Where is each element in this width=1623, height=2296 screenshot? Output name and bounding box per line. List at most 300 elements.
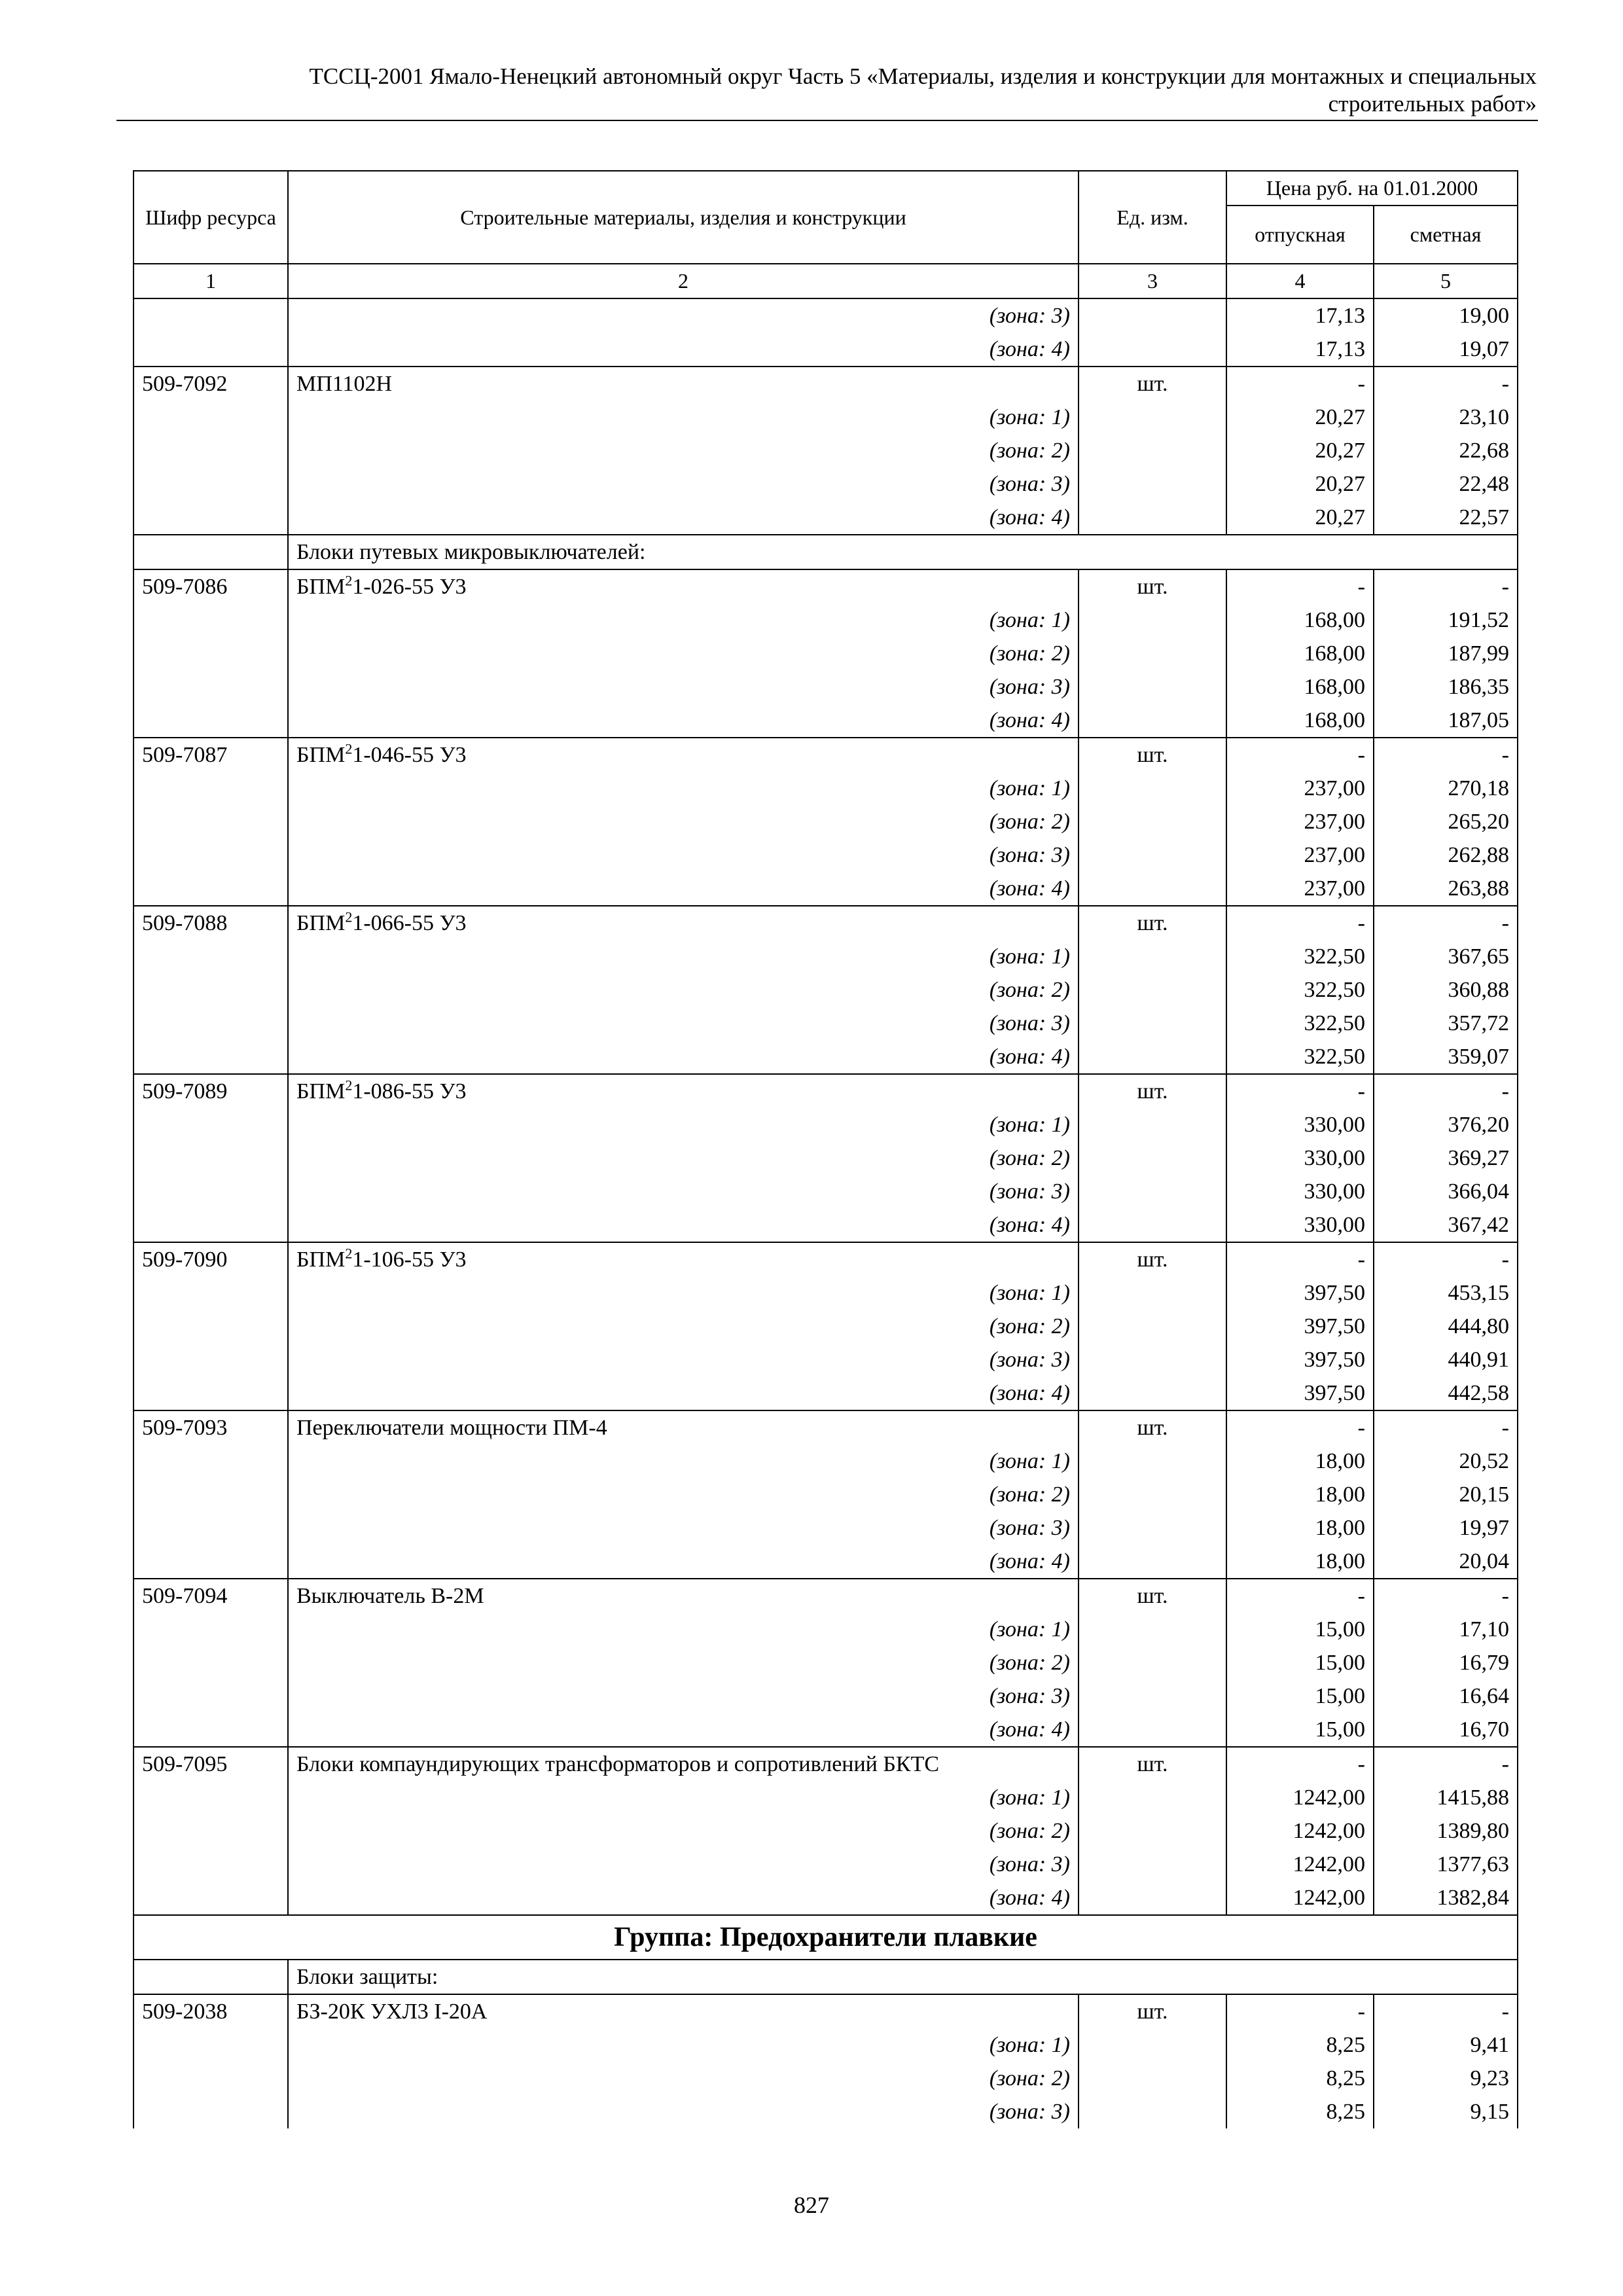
resource-name: МП1102Н [288, 367, 1079, 401]
unit-cell-empty [1079, 1881, 1226, 1915]
resource-item-row [134, 569, 1518, 603]
group-heading: Группа: Предохранители плавкие [134, 1915, 1518, 1960]
zone-price-row [134, 1040, 1518, 1074]
column-number-5: 5 [1374, 264, 1518, 298]
release-price: - [1226, 367, 1374, 401]
header-divider [116, 120, 1538, 121]
unit-cell-empty [1079, 1478, 1226, 1511]
code-cell-empty [134, 1613, 288, 1646]
zone-label: (зона: 4) [288, 1040, 1079, 1074]
zone-price-row [134, 1376, 1518, 1410]
estimate-price: - [1374, 367, 1518, 401]
release-price: - [1226, 738, 1374, 772]
page-number: 827 [794, 2192, 829, 2218]
zone-label: (зона: 3) [288, 1511, 1079, 1545]
estimate-price: 16,79 [1374, 1646, 1518, 1679]
estimate-price: 367,65 [1374, 940, 1518, 973]
zone-label: (зона: 2) [288, 1478, 1079, 1511]
code-cell-empty [134, 1848, 288, 1881]
unit-cell-empty [1079, 1713, 1226, 1747]
zone-price-row [134, 637, 1518, 670]
resource-name [288, 1242, 1079, 1276]
unit-cell-empty [1079, 1376, 1226, 1410]
zone-label: (зона: 1) [288, 1781, 1079, 1814]
zone-price-row [134, 805, 1518, 838]
resource-item-row [134, 367, 1518, 401]
resource-name: Выключатель В-2М [288, 1579, 1079, 1613]
zone-price-row [134, 332, 1518, 367]
release-price: 237,00 [1226, 805, 1374, 838]
unit-cell-empty [1079, 805, 1226, 838]
zone-label: (зона: 3) [288, 838, 1079, 872]
release-price: 237,00 [1226, 838, 1374, 872]
resource-item-row [134, 1410, 1518, 1444]
code-cell-empty [134, 1646, 288, 1679]
code-cell-empty [134, 1040, 288, 1074]
release-price: 15,00 [1226, 1613, 1374, 1646]
release-price: 322,50 [1226, 1007, 1374, 1040]
estimate-price: 20,15 [1374, 1478, 1518, 1511]
code-cell-empty [134, 1960, 288, 1994]
estimate-price: 191,52 [1374, 603, 1518, 637]
unit-of-measure: шт. [1079, 1579, 1226, 1613]
code-cell-empty [134, 501, 288, 535]
unit-cell-empty [1079, 434, 1226, 467]
release-price: 168,00 [1226, 670, 1374, 704]
estimate-price: 22,68 [1374, 434, 1518, 467]
code-cell-empty [134, 940, 288, 973]
release-price: 330,00 [1226, 1208, 1374, 1242]
release-price: 397,50 [1226, 1276, 1374, 1310]
code-cell-empty [134, 2062, 288, 2095]
zone-label: (зона: 3) [288, 298, 1079, 332]
release-price: 397,50 [1226, 1343, 1374, 1376]
release-price: 322,50 [1226, 973, 1374, 1007]
release-price: 1242,00 [1226, 1781, 1374, 1814]
zone-label: (зона: 4) [288, 1881, 1079, 1915]
estimate-price: 20,04 [1374, 1545, 1518, 1579]
code-cell-empty [134, 1478, 288, 1511]
release-price: 330,00 [1226, 1175, 1374, 1208]
release-price: 330,00 [1226, 1108, 1374, 1141]
estimate-price: 19,00 [1374, 298, 1518, 332]
code-cell-empty [134, 1713, 288, 1747]
unit-cell-empty [1079, 1040, 1226, 1074]
unit-cell-empty [1079, 872, 1226, 906]
estimate-price: - [1374, 1242, 1518, 1276]
zone-price-row [134, 1208, 1518, 1242]
zone-price-row [134, 772, 1518, 805]
resource-item-row [134, 1074, 1518, 1108]
release-price: 15,00 [1226, 1679, 1374, 1713]
estimate-price: - [1374, 1994, 1518, 2028]
unit-cell-empty [1079, 501, 1226, 535]
resource-name-suffix: 1-026-55 У3 [352, 575, 467, 599]
estimate-price: - [1374, 906, 1518, 940]
column-number-4: 4 [1226, 264, 1374, 298]
estimate-price: 367,42 [1374, 1208, 1518, 1242]
resource-code: 509-2038 [134, 1994, 288, 2028]
resource-name [288, 906, 1079, 940]
estimate-price: - [1374, 1747, 1518, 1781]
resource-code: 509-7090 [134, 1242, 288, 1276]
resource-name-superscript: 2 [345, 572, 353, 589]
resource-code: 509-7093 [134, 1410, 288, 1444]
unit-cell-empty [1079, 298, 1226, 332]
code-cell-empty [134, 1208, 288, 1242]
resource-item-row [134, 738, 1518, 772]
unit-cell-empty [1079, 1679, 1226, 1713]
resource-name: БЗ-20К УХЛ3 I-20А [288, 1994, 1079, 2028]
zone-price-row [134, 501, 1518, 535]
release-price: 8,25 [1226, 2028, 1374, 2062]
resource-name-superscript: 2 [345, 1077, 353, 1094]
zone-label: (зона: 2) [288, 434, 1079, 467]
estimate-price: 9,41 [1374, 2028, 1518, 2062]
estimate-price: 440,91 [1374, 1343, 1518, 1376]
resource-item-row [134, 1747, 1518, 1781]
unit-cell-empty [1079, 2095, 1226, 2128]
zone-label: (зона: 1) [288, 2028, 1079, 2062]
estimate-price: 442,58 [1374, 1376, 1518, 1410]
code-cell-empty [134, 298, 288, 332]
release-price: - [1226, 1994, 1374, 2028]
column-header-name: Строительные материалы, изделия и конструкции [288, 171, 1079, 264]
resource-name-prefix: БПМ [296, 575, 346, 599]
estimate-price: 22,57 [1374, 501, 1518, 535]
code-cell-empty [134, 1108, 288, 1141]
unit-cell-empty [1079, 2028, 1226, 2062]
release-price: - [1226, 1579, 1374, 1613]
estimate-price: 376,20 [1374, 1108, 1518, 1141]
zone-label: (зона: 4) [288, 1545, 1079, 1579]
zone-label: (зона: 3) [288, 1679, 1079, 1713]
unit-cell-empty [1079, 332, 1226, 367]
zone-label: (зона: 2) [288, 1141, 1079, 1175]
release-price: 20,27 [1226, 401, 1374, 434]
resource-code: 509-7095 [134, 1747, 288, 1781]
zone-label: (зона: 2) [288, 1310, 1079, 1343]
column-header-code: Шифр ресурса [134, 171, 288, 264]
running-header-line-1: ТССЦ-2001 Ямало-Ненецкий автономный округ Часть 5 «Материалы, изделия и конструкции для монтажных и специальных [309, 63, 1537, 89]
release-price: 322,50 [1226, 940, 1374, 973]
release-price: 15,00 [1226, 1646, 1374, 1679]
zone-label: (зона: 2) [288, 637, 1079, 670]
release-price: - [1226, 1410, 1374, 1444]
release-price: - [1226, 1074, 1374, 1108]
estimate-price: 1389,80 [1374, 1814, 1518, 1848]
zone-price-row [134, 603, 1518, 637]
unit-cell-empty [1079, 1208, 1226, 1242]
code-cell-empty [134, 805, 288, 838]
estimate-price: 16,70 [1374, 1713, 1518, 1747]
estimate-price: - [1374, 1579, 1518, 1613]
zone-label: (зона: 4) [288, 872, 1079, 906]
zone-price-row [134, 1781, 1518, 1814]
code-cell-empty [134, 838, 288, 872]
code-cell-empty [134, 637, 288, 670]
estimate-price: 444,80 [1374, 1310, 1518, 1343]
estimate-price: 187,99 [1374, 637, 1518, 670]
zone-price-row [134, 1545, 1518, 1579]
release-price: 322,50 [1226, 1040, 1374, 1074]
unit-of-measure: шт. [1079, 1410, 1226, 1444]
release-price: 397,50 [1226, 1376, 1374, 1410]
resource-name [288, 738, 1079, 772]
zone-price-row [134, 704, 1518, 738]
unit-of-measure: шт. [1079, 1994, 1226, 2028]
zone-label: (зона: 4) [288, 1713, 1079, 1747]
estimate-price: - [1374, 1410, 1518, 1444]
code-cell-empty [134, 1141, 288, 1175]
release-price: 168,00 [1226, 704, 1374, 738]
zone-price-row [134, 434, 1518, 467]
unit-cell-empty [1079, 2062, 1226, 2095]
zone-label: (зона: 4) [288, 1208, 1079, 1242]
unit-cell-empty [1079, 1108, 1226, 1141]
code-cell-empty [134, 535, 288, 569]
unit-of-measure: шт. [1079, 367, 1226, 401]
zone-label: (зона: 4) [288, 1376, 1079, 1410]
estimate-price: 360,88 [1374, 973, 1518, 1007]
unit-cell-empty [1079, 1646, 1226, 1679]
subsection-heading-row [134, 1960, 1518, 1994]
code-cell-empty [134, 467, 288, 501]
resource-code: 509-7087 [134, 738, 288, 772]
estimate-price: 359,07 [1374, 1040, 1518, 1074]
zone-label: (зона: 1) [288, 1444, 1079, 1478]
code-cell-empty [134, 1310, 288, 1343]
zone-price-row [134, 401, 1518, 434]
unit-cell-empty [1079, 1310, 1226, 1343]
zone-label: (зона: 1) [288, 603, 1079, 637]
group-heading-row [134, 1915, 1518, 1960]
unit-cell-empty [1079, 1444, 1226, 1478]
estimate-price: 366,04 [1374, 1175, 1518, 1208]
release-price: 397,50 [1226, 1310, 1374, 1343]
resource-code: 509-7092 [134, 367, 288, 401]
column-header-release-price: отпускная [1226, 206, 1374, 264]
code-cell-empty [134, 1814, 288, 1848]
code-cell-empty [134, 1376, 288, 1410]
unit-of-measure: шт. [1079, 738, 1226, 772]
zone-label: (зона: 2) [288, 1646, 1079, 1679]
code-cell-empty [134, 1343, 288, 1376]
resource-name-suffix: 1-106-55 У3 [352, 1247, 467, 1272]
zone-price-row [134, 1478, 1518, 1511]
unit-cell-empty [1079, 1545, 1226, 1579]
zone-label: (зона: 1) [288, 401, 1079, 434]
unit-cell-empty [1079, 401, 1226, 434]
zone-label: (зона: 2) [288, 1814, 1079, 1848]
zone-price-row [134, 1814, 1518, 1848]
estimate-price: 23,10 [1374, 401, 1518, 434]
unit-of-measure: шт. [1079, 1747, 1226, 1781]
resource-code: 509-7089 [134, 1074, 288, 1108]
release-price: 18,00 [1226, 1545, 1374, 1579]
zone-price-row [134, 973, 1518, 1007]
zone-label: (зона: 1) [288, 1613, 1079, 1646]
zone-price-row [134, 1613, 1518, 1646]
zone-label: (зона: 2) [288, 973, 1079, 1007]
code-cell-empty [134, 332, 288, 367]
unit-cell-empty [1079, 1343, 1226, 1376]
price-table-body [134, 298, 1518, 2128]
release-price: 168,00 [1226, 637, 1374, 670]
release-price: 1242,00 [1226, 1881, 1374, 1915]
running-header-line-2: строительных работ» [1328, 91, 1537, 117]
estimate-price: 270,18 [1374, 772, 1518, 805]
zone-price-row [134, 298, 1518, 332]
resource-item-row [134, 1994, 1518, 2028]
code-cell-empty [134, 772, 288, 805]
release-price: 8,25 [1226, 2095, 1374, 2128]
zone-price-row [134, 1108, 1518, 1141]
resource-name: Блоки компаундирующих трансформаторов и сопротивлений БКТС [288, 1747, 1079, 1781]
estimate-price: 263,88 [1374, 872, 1518, 906]
zone-price-row [134, 467, 1518, 501]
unit-of-measure: шт. [1079, 569, 1226, 603]
zone-label: (зона: 4) [288, 501, 1079, 535]
code-cell-empty [134, 1545, 288, 1579]
zone-label: (зона: 4) [288, 704, 1079, 738]
code-cell-empty [134, 1276, 288, 1310]
estimate-price: 19,07 [1374, 332, 1518, 367]
resource-name-suffix: 1-066-55 У3 [352, 911, 467, 935]
estimate-price: 1382,84 [1374, 1881, 1518, 1915]
column-number-2: 2 [288, 264, 1079, 298]
unit-cell-empty [1079, 973, 1226, 1007]
estimate-price: 262,88 [1374, 838, 1518, 872]
unit-cell-empty [1079, 1175, 1226, 1208]
zone-label: (зона: 2) [288, 2062, 1079, 2095]
release-price: 237,00 [1226, 872, 1374, 906]
unit-of-measure: шт. [1079, 1242, 1226, 1276]
unit-cell-empty [1079, 704, 1226, 738]
code-cell-empty [134, 1881, 288, 1915]
release-price: 20,27 [1226, 501, 1374, 535]
unit-cell-empty [1079, 1276, 1226, 1310]
estimate-price: - [1374, 1074, 1518, 1108]
release-price: 330,00 [1226, 1141, 1374, 1175]
zone-price-row [134, 2062, 1518, 2095]
unit-cell-empty [1079, 940, 1226, 973]
zone-price-row [134, 838, 1518, 872]
zone-price-row [134, 1141, 1518, 1175]
code-cell-empty [134, 2028, 288, 2062]
resource-item-row [134, 1242, 1518, 1276]
zone-price-row [134, 940, 1518, 973]
estimate-price: 186,35 [1374, 670, 1518, 704]
unit-cell-empty [1079, 1613, 1226, 1646]
code-cell-empty [134, 704, 288, 738]
estimate-price: - [1374, 569, 1518, 603]
unit-cell-empty [1079, 1511, 1226, 1545]
release-price: 15,00 [1226, 1713, 1374, 1747]
unit-of-measure: шт. [1079, 1074, 1226, 1108]
unit-cell-empty [1079, 603, 1226, 637]
subsection-heading: Блоки защиты: [288, 1960, 1518, 1994]
estimate-price: 369,27 [1374, 1141, 1518, 1175]
estimate-price: 22,48 [1374, 467, 1518, 501]
zone-price-row [134, 872, 1518, 906]
estimate-price: 17,10 [1374, 1613, 1518, 1646]
zone-label: (зона: 3) [288, 670, 1079, 704]
zone-price-row [134, 1881, 1518, 1915]
estimate-price: 265,20 [1374, 805, 1518, 838]
unit-cell-empty [1079, 467, 1226, 501]
zone-price-row [134, 1848, 1518, 1881]
release-price: - [1226, 1242, 1374, 1276]
resource-name-prefix: БПМ [296, 1079, 346, 1103]
zone-price-row [134, 1310, 1518, 1343]
zone-price-row [134, 1511, 1518, 1545]
unit-cell-empty [1079, 1848, 1226, 1881]
resource-name-suffix: 1-046-55 У3 [352, 743, 467, 767]
release-price: 17,13 [1226, 298, 1374, 332]
estimate-price: 187,05 [1374, 704, 1518, 738]
release-price: 18,00 [1226, 1511, 1374, 1545]
resource-name-superscript: 2 [345, 740, 353, 757]
release-price: - [1226, 1747, 1374, 1781]
column-header-estimate-price: сметная [1374, 206, 1518, 264]
estimate-price: 9,23 [1374, 2062, 1518, 2095]
release-price: - [1226, 906, 1374, 940]
resource-item-row [134, 906, 1518, 940]
release-price: 237,00 [1226, 772, 1374, 805]
zone-label: (зона: 3) [288, 467, 1079, 501]
unit-cell-empty [1079, 838, 1226, 872]
resource-name-prefix: БПМ [296, 743, 346, 767]
zone-label: (зона: 1) [288, 1108, 1079, 1141]
unit-cell-empty [1079, 1814, 1226, 1848]
estimate-price: 9,15 [1374, 2095, 1518, 2128]
subsection-heading-row [134, 535, 1518, 569]
code-cell-empty [134, 434, 288, 467]
unit-cell-empty [1079, 772, 1226, 805]
estimate-price: 357,72 [1374, 1007, 1518, 1040]
release-price: 1242,00 [1226, 1814, 1374, 1848]
unit-of-measure: шт. [1079, 906, 1226, 940]
code-cell-empty [134, 1444, 288, 1478]
code-cell-empty [134, 670, 288, 704]
unit-cell-empty [1079, 1141, 1226, 1175]
resource-code: 509-7088 [134, 906, 288, 940]
release-price: 168,00 [1226, 603, 1374, 637]
zone-price-row [134, 670, 1518, 704]
zone-price-row [134, 1679, 1518, 1713]
zone-label: (зона: 3) [288, 2095, 1079, 2128]
code-cell-empty [134, 2095, 288, 2128]
resource-name-prefix: БПМ [296, 911, 346, 935]
column-header-unit: Ед. изм. [1079, 171, 1226, 264]
estimate-price: 19,97 [1374, 1511, 1518, 1545]
price-table-header [134, 171, 1518, 298]
zone-price-row [134, 1343, 1518, 1376]
zone-label: (зона: 1) [288, 1276, 1079, 1310]
zone-label: (зона: 3) [288, 1175, 1079, 1208]
zone-price-row [134, 1175, 1518, 1208]
zone-price-row [134, 1646, 1518, 1679]
code-cell-empty [134, 1511, 288, 1545]
zone-label: (зона: 3) [288, 1343, 1079, 1376]
estimate-price: - [1374, 738, 1518, 772]
resource-name [288, 1074, 1079, 1108]
code-cell-empty [134, 1781, 288, 1814]
code-cell-empty [134, 872, 288, 906]
resource-name-superscript: 2 [345, 1245, 353, 1262]
zone-label: (зона: 2) [288, 805, 1079, 838]
